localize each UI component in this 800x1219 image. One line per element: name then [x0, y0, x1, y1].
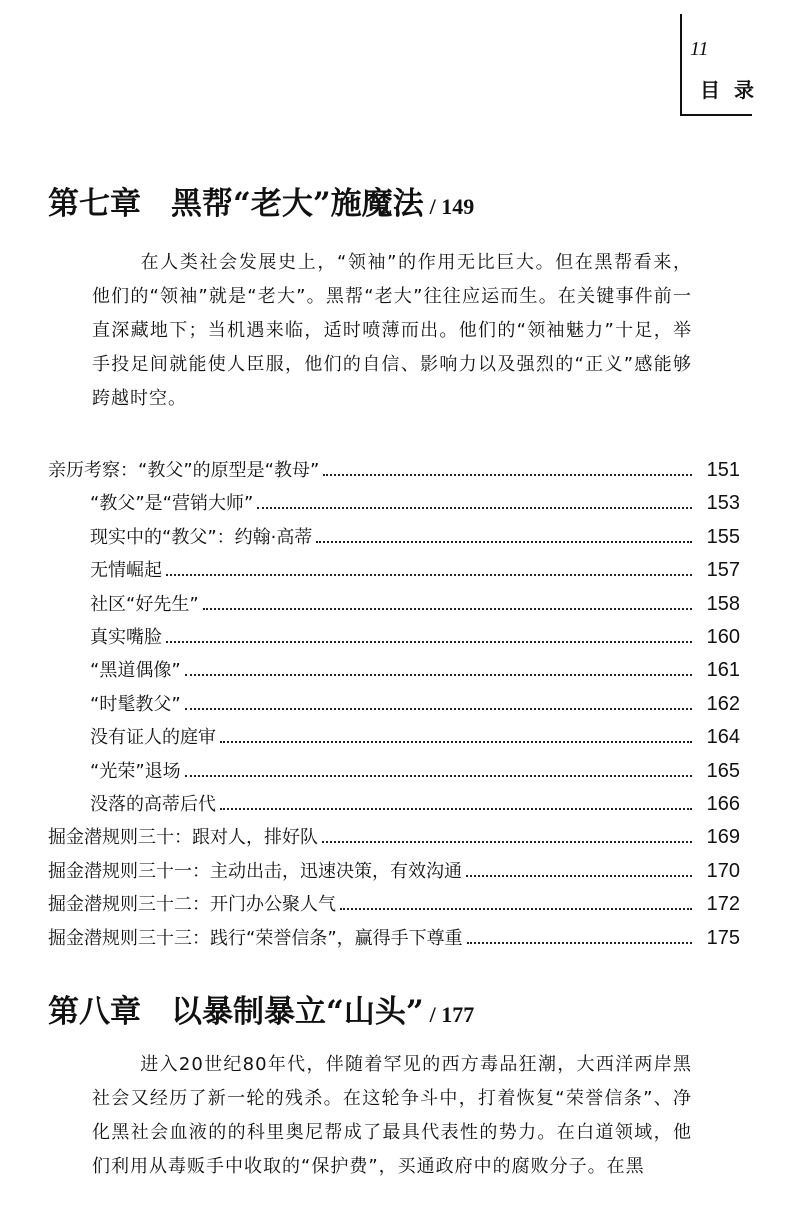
- toc-entry: [90, 716, 740, 749]
- toc-entry-page: 172: [706, 893, 740, 916]
- dot-leader: [185, 674, 692, 676]
- toc-entry-title: 掘金潜规则三十：跟对人，排好队: [48, 827, 318, 849]
- chapter-8-title: 以暴制暴立“山头”: [171, 994, 424, 1030]
- toc-entry-title: 掘金潜规则三十一：主动出击，迅速决策，有效沟通: [48, 860, 462, 882]
- toc-entry: [90, 583, 740, 616]
- dot-leader: [340, 908, 692, 910]
- chapter-8-number: 第八章: [48, 994, 141, 1030]
- toc-entry-page: 166: [706, 793, 740, 815]
- toc-entry: [48, 449, 740, 482]
- toc-entry: [90, 649, 740, 682]
- toc-entry-title: 没落的高蒂后代: [90, 794, 216, 815]
- toc-entry-page: 169: [706, 826, 740, 849]
- toc-entry: [48, 816, 740, 849]
- toc-entry-page: 170: [706, 859, 740, 882]
- toc-entry-title: 现实中的“教父”：约翰·高蒂: [90, 526, 313, 548]
- dot-leader: [185, 708, 692, 710]
- dot-leader: [316, 541, 692, 543]
- toc-entry-title: 掘金潜规则三十三：践行“荣誉信条”，赢得手下尊重: [48, 927, 463, 949]
- dot-leader: [322, 841, 692, 843]
- toc-entry-page: 151: [706, 459, 740, 481]
- dot-leader: [203, 608, 692, 610]
- toc-entry-page: 160: [706, 626, 740, 648]
- section-label: 目录: [700, 78, 768, 102]
- toc-entry-title: 社区“好先生”: [90, 593, 199, 615]
- dot-leader: [467, 942, 692, 944]
- chapter-7-title: 黑帮“老大”施魔法: [171, 186, 424, 222]
- page-number: 11: [690, 38, 709, 60]
- toc-entry-title: 真实嘴脸: [90, 627, 162, 648]
- toc-entry-title: 掘金潜规则三十二：开门办公聚人气: [48, 894, 336, 916]
- toc-entry-page: 157: [706, 559, 740, 582]
- toc-entry: [90, 549, 740, 582]
- chapter-7-summary-text: 在人类社会发展史上，“领袖”的作用无比巨大。但在黑帮看来，他们的“领袖”就是“老大”。黑帮“老大”往往应运而生。在关键事件前一直深藏地下；当机遇来临，适时喷薄而出。他们的“领袖魅力”十足，举手投足间就能使人臣服，他们的自信、影响力以及强烈的“正义”感能够跨越时空。: [92, 252, 692, 409]
- chapter-7-summary: [92, 246, 692, 416]
- toc-entry-page: 155: [706, 525, 740, 548]
- dot-leader: [466, 875, 692, 877]
- chapter-8-summary: [92, 1048, 692, 1184]
- toc-entry-title: “教父”是“营销大师”: [90, 493, 254, 515]
- toc-entry: [48, 917, 740, 950]
- chapter-8-summary-text: 进入20世纪80年代，伴随着罕见的西方毒品狂潮，大西洋两岸黑社会又经历了新一轮的残杀。在这轮争斗中，打着恢复“荣誉信条”、净化黑社会血液的的科里奥尼帮成了最具代表性的势力。在白道领域，他们利用从毒贩手中收取的“保护费”，买通政府中的腐败分子。在黑: [92, 1054, 692, 1177]
- dot-leader: [220, 808, 692, 810]
- toc-entry-title: “黑道偶像”: [90, 660, 181, 682]
- toc-entry-page: 158: [706, 592, 740, 615]
- chapter-7-heading: [48, 178, 474, 223]
- toc-entry: [90, 783, 740, 816]
- dot-leader: [185, 775, 692, 777]
- toc-entry: [90, 750, 740, 783]
- toc-entry: [90, 516, 740, 549]
- toc-entry: [48, 850, 740, 883]
- toc-entry-page: 164: [706, 726, 740, 749]
- dot-leader: [257, 507, 692, 509]
- chapter-7-page-ref: / 149: [429, 194, 475, 219]
- toc-entry: [48, 883, 740, 916]
- chapter-7-number: 第七章: [48, 186, 141, 222]
- toc-entry-page: 162: [706, 692, 740, 715]
- toc-entry-title: “光荣”退场: [90, 760, 181, 782]
- toc-entry-title: “时髦教父”: [90, 693, 181, 715]
- dot-leader: [220, 741, 692, 743]
- toc-entry: [90, 616, 740, 649]
- toc-entry-page: 175: [706, 926, 740, 949]
- toc-entry-page: 153: [706, 492, 740, 515]
- toc-entry-page: 165: [706, 759, 740, 782]
- dot-leader: [166, 574, 692, 576]
- dot-leader: [323, 474, 692, 476]
- chapter-8-heading: [48, 986, 474, 1031]
- toc-entry-page: 161: [706, 659, 740, 682]
- toc-entry-title: 没有证人的庭审: [90, 727, 216, 749]
- toc-entry-title: 亲历考察：“教父”的原型是“教母”: [48, 460, 320, 481]
- toc-entry-title: 无情崛起: [90, 560, 162, 582]
- toc-entry: [90, 683, 740, 716]
- toc-entry: [90, 482, 740, 515]
- dot-leader: [166, 641, 692, 643]
- chapter-8-page-ref: / 177: [429, 1002, 475, 1027]
